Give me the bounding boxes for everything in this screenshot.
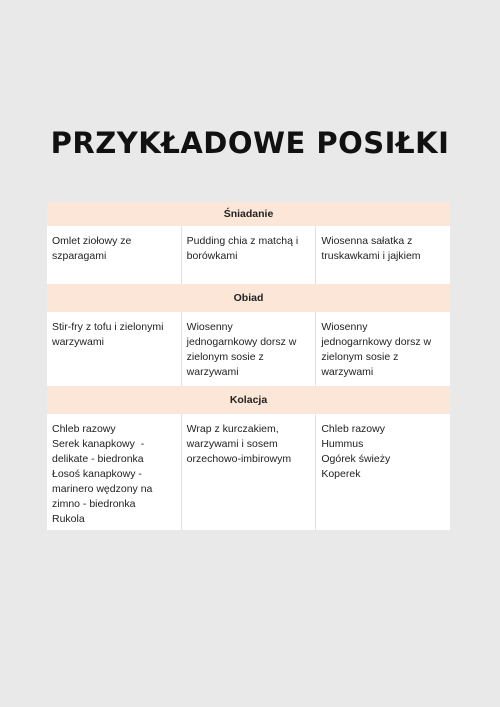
meal-text: marinero wędzony na [52,483,153,495]
section-header-dinner: Kolacja [47,386,450,414]
meal-text: delikate - biedronka [52,453,144,465]
meal-cell [47,226,182,284]
section-header-breakfast: Śniadanie [47,202,450,226]
meal-cell [182,226,317,284]
meal-text: zielonym sosie z [186,351,264,363]
meal-text: zielonym sosie z [321,351,399,363]
meal-cell [182,414,317,530]
meal-text: Omlet ziołowy ze [52,235,132,247]
meal-text: Chleb razowy [52,423,116,435]
meal-text: truskawkami i jajkiem [321,250,421,262]
meal-cell [182,312,317,386]
meal-text: Stir-fry z tofu i zielonymi [52,321,164,333]
meal-text: zimno - biedronka [52,498,136,510]
meal-text: jednogarnkowy dorsz w [186,336,297,348]
meal-cell [47,414,182,530]
section-row-breakfast [47,226,450,284]
meal-cell [47,312,182,386]
meal-text: szparagami [52,250,107,262]
meal-table [47,202,450,530]
meal-text: Chleb razowy [321,423,385,435]
meal-text: Serek kanapkowy - [52,438,145,450]
meal-text: Łosoś kanapkowy - [52,468,142,480]
section-row-lunch [47,312,450,386]
meal-text: Ogórek świeży [321,453,391,465]
meal-text: Hummus [321,438,364,450]
meal-text: jednogarnkowy dorsz w [321,336,432,348]
section-row-dinner [47,414,450,530]
meal-text: Wiosenna sałatka z [321,235,413,247]
meal-text: warzywami [186,366,239,378]
meal-cell [316,414,450,530]
meal-text: Wrap z kurczakiem, [186,423,279,435]
meal-cell [316,312,450,386]
meal-text: Rukola [52,513,85,525]
meal-text: borówkami [186,250,238,262]
meal-text: orzechowo-imbirowym [186,453,292,465]
meal-text: Wiosenny [186,321,233,333]
meal-text: warzywami i sosem [186,438,278,450]
meal-text: Koperek [321,468,361,480]
section-header-lunch: Obiad [47,284,450,312]
meal-text: Wiosenny [321,321,368,333]
meal-text: warzywami [52,336,104,348]
meal-cell [316,226,450,284]
meal-text: Pudding chia z matchą i [186,235,299,247]
meal-text: warzywami [321,366,374,378]
page-title: PRZYKŁADOWE POSIŁKI [50,126,450,160]
